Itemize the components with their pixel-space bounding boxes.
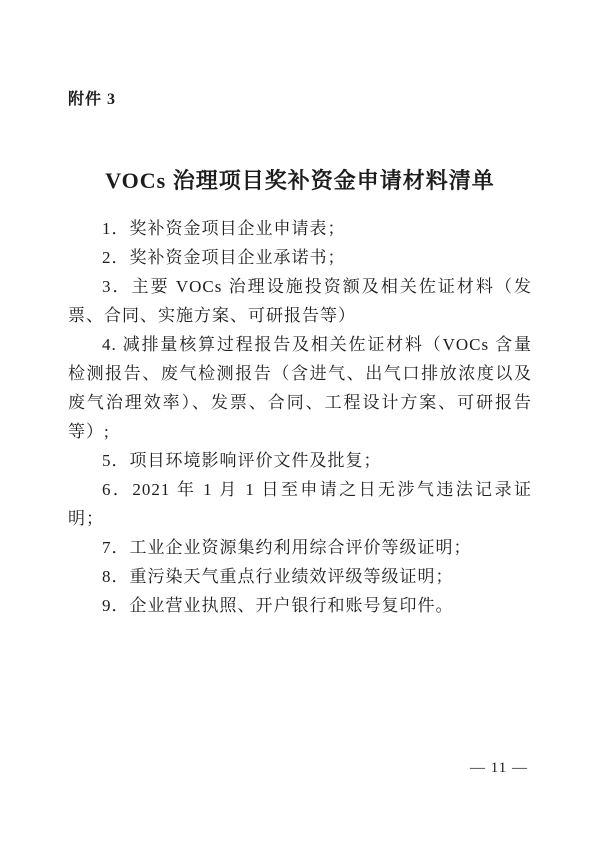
list-item: 5．项目环境影响评价文件及批复； [102,451,382,470]
list-item: 4. 减排量核算过程报告及相关佐证材料（VOCs 含量检测报告、废气检测报告（含进气、出气口排放浓度以及废气治理效率）、发票、合同、工程设计方案、可研报告等）; [68,335,532,441]
materials-list [68,214,532,620]
list-item: 1．奖补资金项目企业申请表； [102,219,346,238]
page-number: — 11 — [470,760,528,776]
list-item: 2．奖补资金项目企业承诺书； [102,248,346,267]
page-title: VOCs 治理项目奖补资金申请材料清单 [105,167,495,193]
list-item: 7．工业企业资源集约利用综合评价等级证明； [102,538,472,557]
list-item: 8．重污染天气重点行业绩效评级等级证明； [102,567,454,586]
list-item: 9．企业营业执照、开户银行和账号复印件。 [102,596,454,615]
list-item: 3．主要 VOCs 治理设施投资额及相关佐证材料（发票、合同、实施方案、可研报告等） [68,277,532,325]
list-item: 6．2021 年 1 月 1 日至申请之日无涉气违法记录证明； [68,480,532,528]
attachment-label: 附件 3 [68,91,117,108]
